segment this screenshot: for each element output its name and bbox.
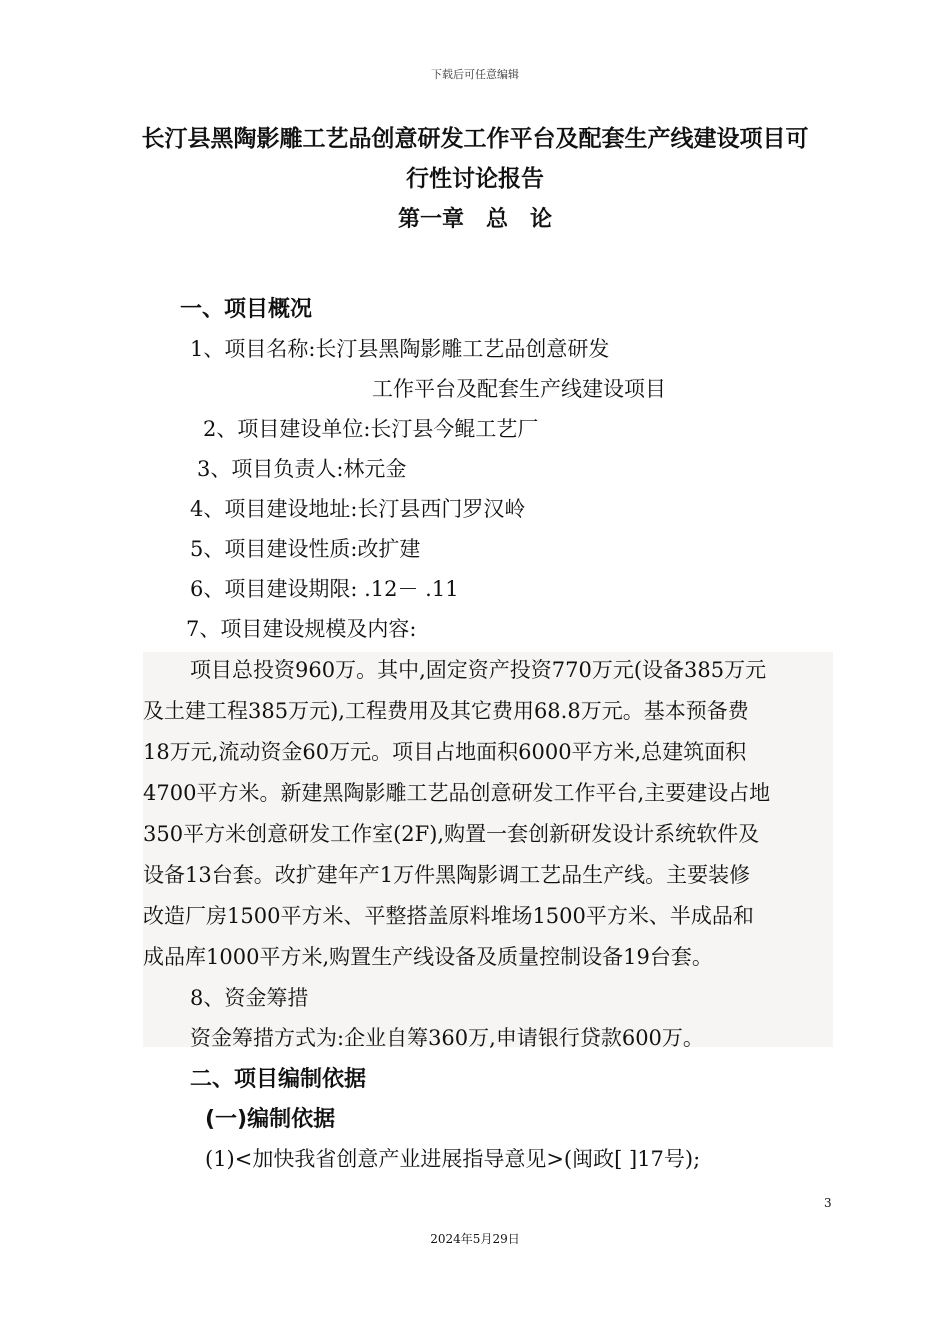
paragraph-line: 改造厂房1500平方米、平整搭盖原料堆场1500平方米、半成品和 (143, 904, 754, 928)
document-title-line-1: 长汀县黑陶影雕工艺品创意研发工作平台及配套生产线建设项目可 (141, 126, 809, 152)
paragraph-line: 4700平方米。新建黑陶影雕工艺品创意研发工作平台,主要建设占地 (143, 781, 771, 805)
section-2-subheading: (一)编制依据 (205, 1107, 336, 1132)
item-period: 6、项目建设期限: .12－ .11 (190, 577, 459, 601)
footer-date: 2024年5月29日 (430, 1232, 520, 1246)
item-construction-unit: 2、项目建设单位:长汀县今鲲工艺厂 (203, 417, 539, 441)
document-title-line-2: 行性讨论报告 (406, 166, 544, 192)
section-1-heading: 一、项目概况 (180, 297, 313, 322)
page-number: 3 (824, 1196, 832, 1210)
section-2-heading: 二、项目编制依据 (190, 1067, 367, 1092)
item-project-leader: 3、项目负责人:林元金 (197, 457, 407, 481)
chapter-title: 第一章 总 论 (397, 207, 552, 232)
item-address: 4、项目建设地址:长汀县西门罗汉岭 (190, 497, 526, 521)
paragraph-line: 及土建工程385万元),工程费用及其它费用68.8万元。基本预备费 (143, 699, 749, 723)
paragraph-line: 设备13台套。改扩建年产1万件黑陶影调工艺品生产线。主要装修 (143, 863, 751, 887)
paragraph-line: 成品库1000平方米,购置生产线设备及质量控制设备19台套。 (143, 945, 713, 969)
basis-item-1: (1)<加快我省创意产业进展指导意见>(闽政[ ]17号); (205, 1147, 701, 1171)
item-scale-heading: 7、项目建设规模及内容: (186, 617, 417, 641)
item-nature: 5、项目建设性质:改扩建 (190, 537, 421, 561)
paragraph-line: 18万元,流动资金60万元。项目占地面积6000平方米,总建筑面积 (143, 740, 747, 764)
item-project-name-cont: 工作平台及配套生产线建设项目 (372, 377, 666, 401)
page-header-note: 下载后可任意编辑 (431, 68, 519, 81)
paragraph-line: 项目总投资960万。其中,固定资产投资770万元(设备385万元 (190, 658, 767, 682)
funding-heading: 8、资金筹措 (190, 986, 309, 1010)
item-project-name: 1、项目名称:长汀县黑陶影雕工艺品创意研发 (190, 337, 610, 361)
paragraph-line: 350平方米创意研发工作室(2F),购置一套创新研发设计系统软件及 (143, 822, 760, 846)
funding-text: 资金筹措方式为:企业自筹360万,申请银行贷款600万。 (190, 1026, 704, 1050)
